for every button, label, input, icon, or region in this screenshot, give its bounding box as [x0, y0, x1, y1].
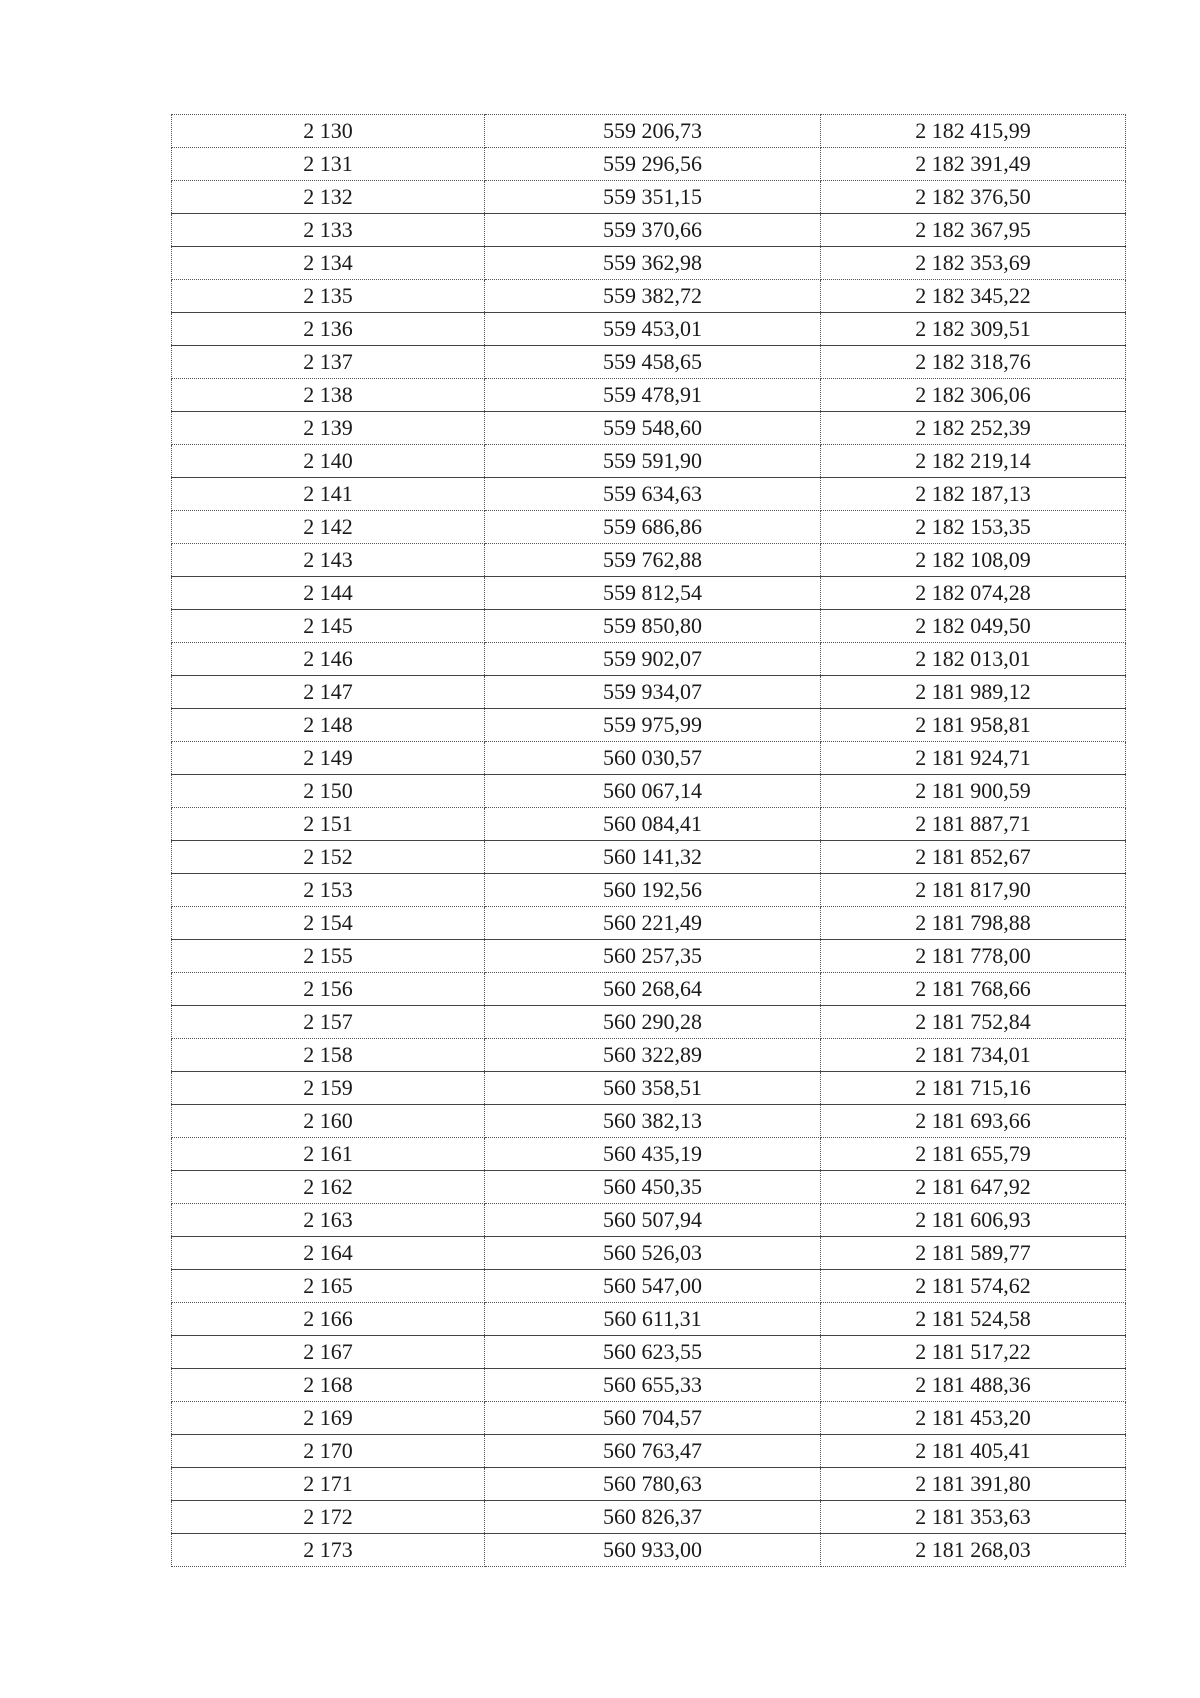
table-row	[172, 808, 1126, 841]
y-coordinate-cell: 2 182 049,50	[821, 610, 1126, 643]
table-row	[172, 643, 1126, 676]
table-row	[172, 907, 1126, 940]
point-number-cell: 2 150	[172, 775, 485, 808]
table-row	[172, 1468, 1126, 1501]
table-row	[172, 709, 1126, 742]
x-coordinate-cell: 560 290,28	[485, 1006, 821, 1039]
x-coordinate-cell: 559 458,65	[485, 346, 821, 379]
point-number-cell: 2 138	[172, 379, 485, 412]
x-coordinate-cell: 560 030,57	[485, 742, 821, 775]
y-coordinate-cell: 2 181 488,36	[821, 1369, 1126, 1402]
y-coordinate-cell: 2 182 108,09	[821, 544, 1126, 577]
table-row	[172, 1336, 1126, 1369]
table-row	[172, 973, 1126, 1006]
point-number-cell: 2 139	[172, 412, 485, 445]
y-coordinate-cell: 2 181 268,03	[821, 1534, 1126, 1567]
point-number-cell: 2 166	[172, 1303, 485, 1336]
table-row	[172, 742, 1126, 775]
point-number-cell: 2 136	[172, 313, 485, 346]
y-coordinate-cell: 2 182 345,22	[821, 280, 1126, 313]
y-coordinate-cell: 2 182 367,95	[821, 214, 1126, 247]
y-coordinate-cell: 2 181 524,58	[821, 1303, 1126, 1336]
y-coordinate-cell: 2 182 415,99	[821, 115, 1126, 148]
point-number-cell: 2 169	[172, 1402, 485, 1435]
table-row	[172, 445, 1126, 478]
table-row	[172, 610, 1126, 643]
point-number-cell: 2 146	[172, 643, 485, 676]
y-coordinate-cell: 2 181 606,93	[821, 1204, 1126, 1237]
table-row	[172, 214, 1126, 247]
x-coordinate-cell: 559 362,98	[485, 247, 821, 280]
table-row	[172, 1303, 1126, 1336]
x-coordinate-cell: 560 382,13	[485, 1105, 821, 1138]
table-row	[172, 1534, 1126, 1567]
x-coordinate-cell: 559 351,15	[485, 181, 821, 214]
x-coordinate-cell: 559 686,86	[485, 511, 821, 544]
x-coordinate-cell: 559 382,72	[485, 280, 821, 313]
x-coordinate-cell: 560 780,63	[485, 1468, 821, 1501]
table-row	[172, 148, 1126, 181]
table-row	[172, 1006, 1126, 1039]
point-number-cell: 2 131	[172, 148, 485, 181]
point-number-cell: 2 170	[172, 1435, 485, 1468]
x-coordinate-cell: 560 192,56	[485, 874, 821, 907]
table-row	[172, 1138, 1126, 1171]
table-row	[172, 676, 1126, 709]
table-row	[172, 379, 1126, 412]
table-row	[172, 544, 1126, 577]
point-number-cell: 2 130	[172, 115, 485, 148]
table-row	[172, 313, 1126, 346]
x-coordinate-cell: 560 507,94	[485, 1204, 821, 1237]
y-coordinate-cell: 2 181 391,80	[821, 1468, 1126, 1501]
point-number-cell: 2 157	[172, 1006, 485, 1039]
y-coordinate-cell: 2 182 187,13	[821, 478, 1126, 511]
coordinates-table-body	[172, 115, 1126, 1567]
x-coordinate-cell: 559 812,54	[485, 577, 821, 610]
x-coordinate-cell: 560 655,33	[485, 1369, 821, 1402]
point-number-cell: 2 134	[172, 247, 485, 280]
x-coordinate-cell: 560 623,55	[485, 1336, 821, 1369]
x-coordinate-cell: 559 206,73	[485, 115, 821, 148]
y-coordinate-cell: 2 181 715,16	[821, 1072, 1126, 1105]
y-coordinate-cell: 2 181 887,71	[821, 808, 1126, 841]
y-coordinate-cell: 2 181 405,41	[821, 1435, 1126, 1468]
point-number-cell: 2 143	[172, 544, 485, 577]
x-coordinate-cell: 560 257,35	[485, 940, 821, 973]
y-coordinate-cell: 2 182 013,01	[821, 643, 1126, 676]
point-number-cell: 2 171	[172, 1468, 485, 1501]
x-coordinate-cell: 559 975,99	[485, 709, 821, 742]
point-number-cell: 2 172	[172, 1501, 485, 1534]
y-coordinate-cell: 2 181 589,77	[821, 1237, 1126, 1270]
x-coordinate-cell: 559 762,88	[485, 544, 821, 577]
point-number-cell: 2 161	[172, 1138, 485, 1171]
y-coordinate-cell: 2 181 574,62	[821, 1270, 1126, 1303]
x-coordinate-cell: 560 322,89	[485, 1039, 821, 1072]
x-coordinate-cell: 560 221,49	[485, 907, 821, 940]
x-coordinate-cell: 560 084,41	[485, 808, 821, 841]
table-row	[172, 940, 1126, 973]
point-number-cell: 2 165	[172, 1270, 485, 1303]
table-row	[172, 1237, 1126, 1270]
table-row	[172, 181, 1126, 214]
x-coordinate-cell: 560 067,14	[485, 775, 821, 808]
y-coordinate-cell: 2 182 252,39	[821, 412, 1126, 445]
point-number-cell: 2 160	[172, 1105, 485, 1138]
table-row	[172, 577, 1126, 610]
x-coordinate-cell: 559 634,63	[485, 478, 821, 511]
y-coordinate-cell: 2 182 376,50	[821, 181, 1126, 214]
table-row	[172, 1039, 1126, 1072]
table-row	[172, 412, 1126, 445]
x-coordinate-cell: 559 548,60	[485, 412, 821, 445]
table-row	[172, 1072, 1126, 1105]
y-coordinate-cell: 2 182 074,28	[821, 577, 1126, 610]
point-number-cell: 2 168	[172, 1369, 485, 1402]
table-row	[172, 1369, 1126, 1402]
table-row	[172, 775, 1126, 808]
y-coordinate-cell: 2 181 900,59	[821, 775, 1126, 808]
point-number-cell: 2 132	[172, 181, 485, 214]
point-number-cell: 2 162	[172, 1171, 485, 1204]
x-coordinate-cell: 559 591,90	[485, 445, 821, 478]
point-number-cell: 2 155	[172, 940, 485, 973]
table-row	[172, 1501, 1126, 1534]
table-row	[172, 1402, 1126, 1435]
table-row	[172, 874, 1126, 907]
y-coordinate-cell: 2 182 219,14	[821, 445, 1126, 478]
x-coordinate-cell: 560 933,00	[485, 1534, 821, 1567]
point-number-cell: 2 167	[172, 1336, 485, 1369]
y-coordinate-cell: 2 182 153,35	[821, 511, 1126, 544]
x-coordinate-cell: 560 358,51	[485, 1072, 821, 1105]
x-coordinate-cell: 560 763,47	[485, 1435, 821, 1468]
table-row	[172, 1105, 1126, 1138]
point-number-cell: 2 140	[172, 445, 485, 478]
table-row	[172, 280, 1126, 313]
x-coordinate-cell: 560 435,19	[485, 1138, 821, 1171]
y-coordinate-cell: 2 181 752,84	[821, 1006, 1126, 1039]
table-row	[172, 115, 1126, 148]
point-number-cell: 2 148	[172, 709, 485, 742]
y-coordinate-cell: 2 181 517,22	[821, 1336, 1126, 1369]
point-number-cell: 2 164	[172, 1237, 485, 1270]
table-row	[172, 346, 1126, 379]
x-coordinate-cell: 559 902,07	[485, 643, 821, 676]
x-coordinate-cell: 560 450,35	[485, 1171, 821, 1204]
point-number-cell: 2 142	[172, 511, 485, 544]
point-number-cell: 2 141	[172, 478, 485, 511]
x-coordinate-cell: 560 704,57	[485, 1402, 821, 1435]
point-number-cell: 2 152	[172, 841, 485, 874]
table-row	[172, 1171, 1126, 1204]
y-coordinate-cell: 2 181 693,66	[821, 1105, 1126, 1138]
y-coordinate-cell: 2 181 353,63	[821, 1501, 1126, 1534]
table-row	[172, 511, 1126, 544]
point-number-cell: 2 173	[172, 1534, 485, 1567]
coordinates-table	[171, 114, 1126, 1567]
point-number-cell: 2 137	[172, 346, 485, 379]
point-number-cell: 2 163	[172, 1204, 485, 1237]
x-coordinate-cell: 560 141,32	[485, 841, 821, 874]
y-coordinate-cell: 2 182 309,51	[821, 313, 1126, 346]
y-coordinate-cell: 2 181 852,67	[821, 841, 1126, 874]
point-number-cell: 2 158	[172, 1039, 485, 1072]
point-number-cell: 2 149	[172, 742, 485, 775]
x-coordinate-cell: 560 611,31	[485, 1303, 821, 1336]
y-coordinate-cell: 2 181 647,92	[821, 1171, 1126, 1204]
point-number-cell: 2 159	[172, 1072, 485, 1105]
y-coordinate-cell: 2 181 989,12	[821, 676, 1126, 709]
y-coordinate-cell: 2 182 306,06	[821, 379, 1126, 412]
point-number-cell: 2 156	[172, 973, 485, 1006]
y-coordinate-cell: 2 181 924,71	[821, 742, 1126, 775]
y-coordinate-cell: 2 181 655,79	[821, 1138, 1126, 1171]
point-number-cell: 2 144	[172, 577, 485, 610]
point-number-cell: 2 133	[172, 214, 485, 247]
y-coordinate-cell: 2 181 768,66	[821, 973, 1126, 1006]
y-coordinate-cell: 2 182 391,49	[821, 148, 1126, 181]
x-coordinate-cell: 559 850,80	[485, 610, 821, 643]
x-coordinate-cell: 559 934,07	[485, 676, 821, 709]
point-number-cell: 2 153	[172, 874, 485, 907]
y-coordinate-cell: 2 181 453,20	[821, 1402, 1126, 1435]
point-number-cell: 2 154	[172, 907, 485, 940]
point-number-cell: 2 147	[172, 676, 485, 709]
y-coordinate-cell: 2 181 734,01	[821, 1039, 1126, 1072]
x-coordinate-cell: 559 370,66	[485, 214, 821, 247]
y-coordinate-cell: 2 181 798,88	[821, 907, 1126, 940]
y-coordinate-cell: 2 181 778,00	[821, 940, 1126, 973]
x-coordinate-cell: 559 296,56	[485, 148, 821, 181]
x-coordinate-cell: 560 826,37	[485, 1501, 821, 1534]
x-coordinate-cell: 560 526,03	[485, 1237, 821, 1270]
table-row	[172, 1435, 1126, 1468]
point-number-cell: 2 145	[172, 610, 485, 643]
point-number-cell: 2 151	[172, 808, 485, 841]
table-row	[172, 841, 1126, 874]
table-row	[172, 1270, 1126, 1303]
table-row	[172, 478, 1126, 511]
point-number-cell: 2 135	[172, 280, 485, 313]
table-row	[172, 1204, 1126, 1237]
x-coordinate-cell: 560 268,64	[485, 973, 821, 1006]
y-coordinate-cell: 2 182 318,76	[821, 346, 1126, 379]
y-coordinate-cell: 2 182 353,69	[821, 247, 1126, 280]
y-coordinate-cell: 2 181 958,81	[821, 709, 1126, 742]
x-coordinate-cell: 559 453,01	[485, 313, 821, 346]
x-coordinate-cell: 560 547,00	[485, 1270, 821, 1303]
x-coordinate-cell: 559 478,91	[485, 379, 821, 412]
y-coordinate-cell: 2 181 817,90	[821, 874, 1126, 907]
table-row	[172, 247, 1126, 280]
